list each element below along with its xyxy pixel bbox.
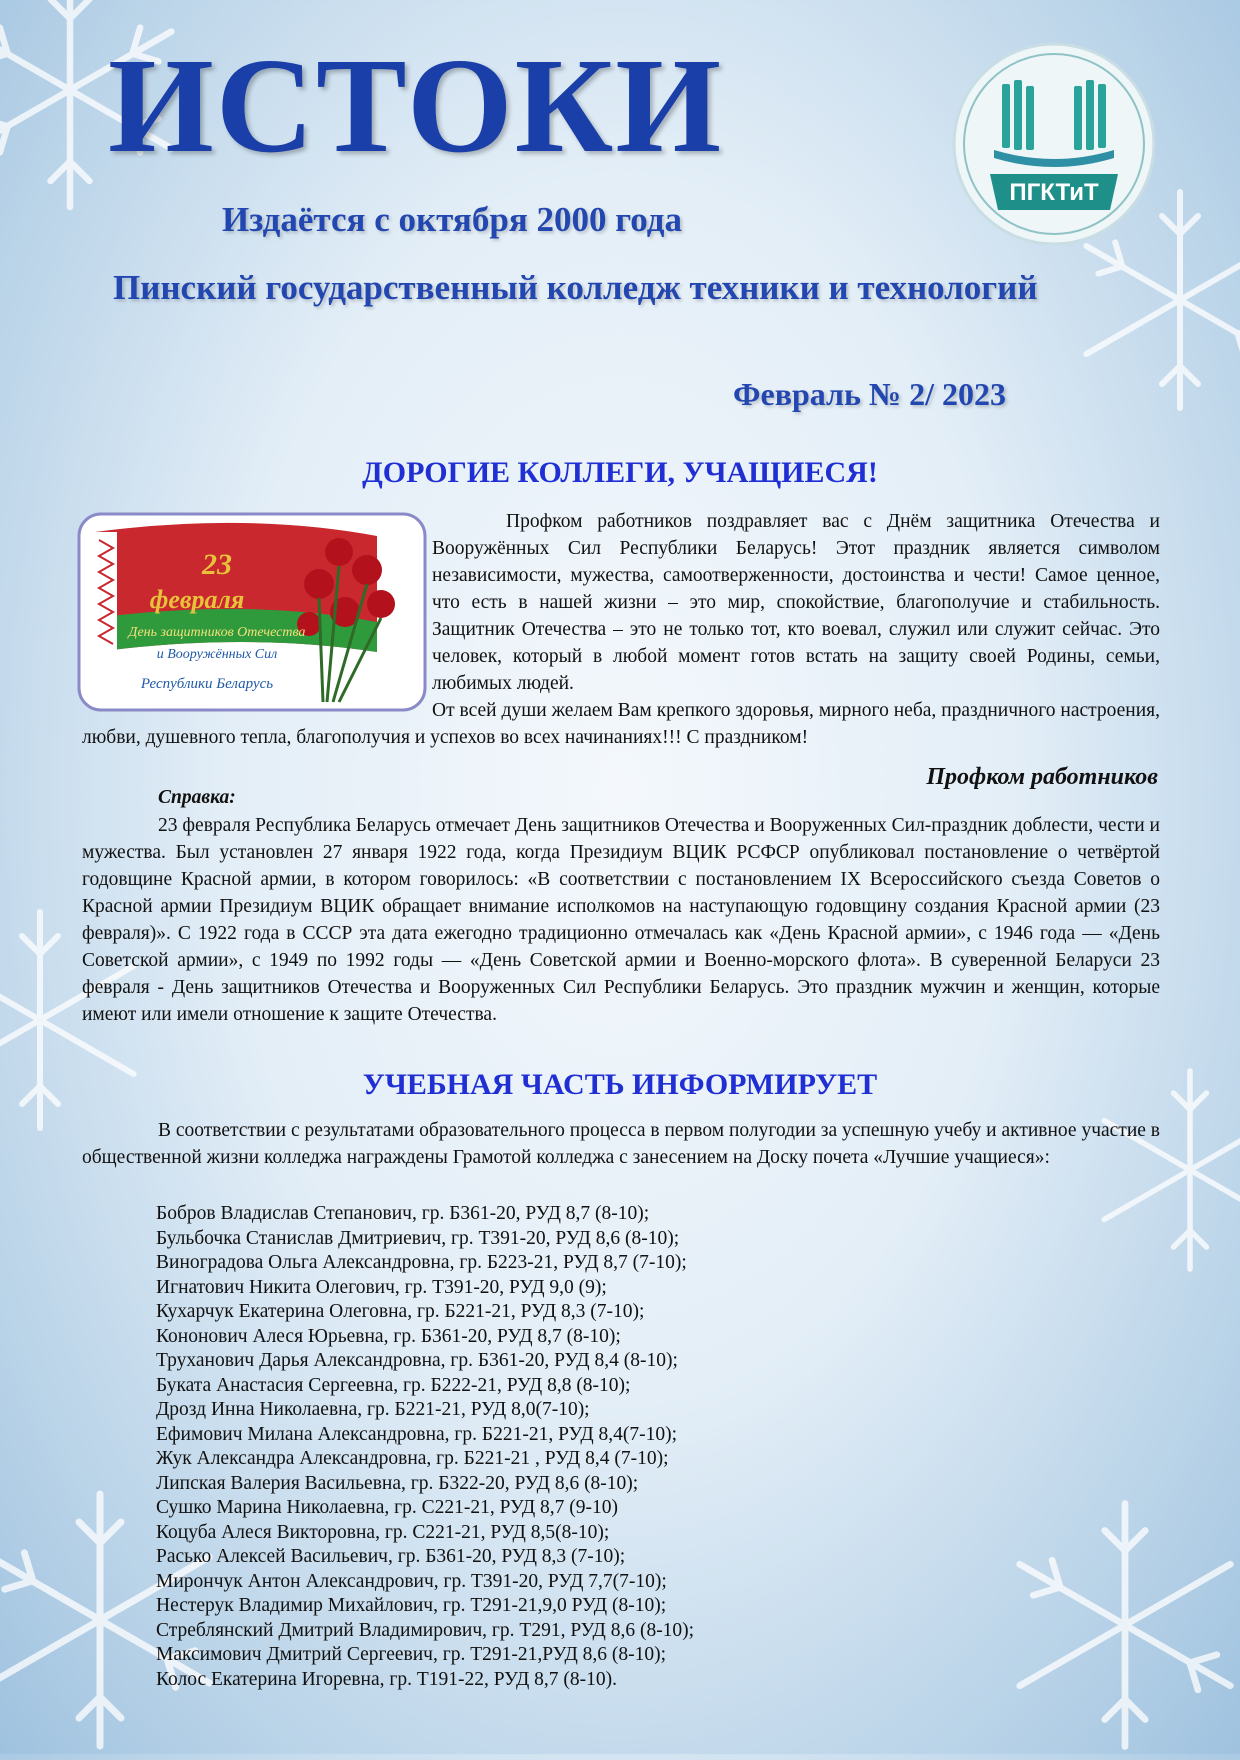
college-logo	[950, 40, 1158, 248]
greeting-signature: Профком работников	[926, 764, 1158, 790]
list-item: Коцуба Алеся Викторовна, гр. С221-21, РУД 8,5(8-10);	[156, 1521, 610, 1543]
greeting-heading: ДОРОГИЕ КОЛЛЕГИ, УЧАЩИЕСЯ!	[362, 456, 878, 489]
image-caption-line-2: и Вооружённых Сил	[156, 647, 278, 662]
newspaper-title: ИСТОКИ	[108, 31, 724, 181]
greeting-paragraph-2: От всей души желаем Вам крепкого здоровья, мирного неба, праздничного настроения, любви, душевного тепла, благополучия и успехов во всех начинаниях!!! С праздником!	[82, 700, 1160, 748]
list-item: Максимович Дмитрий Сергеевич, гр. Т291-21,РУД 8,6 (8-10);	[156, 1644, 667, 1665]
list-item: Бобров Владислав Степанович, гр. Б361-20, РУД 8,7 (8-10);	[156, 1203, 650, 1224]
reference-label: Справка:	[158, 787, 236, 808]
image-caption-line-3: Республики Беларусь	[140, 676, 274, 692]
snowflake-decoration-bottom-right	[990, 1490, 1240, 1760]
logo-text: ПГКТиТ	[1009, 179, 1099, 206]
holiday-greeting-image	[77, 512, 427, 712]
list-item: Кононович Алеся Юрьевна, гр. Б361-20, РУД 8,7 (8-10);	[156, 1325, 621, 1347]
list-item: Труханович Дарья Александровна, гр. Б361-20, РУД 8,4 (8-10);	[156, 1350, 678, 1371]
publication-since: Издаётся с октября 2000 года	[222, 200, 682, 239]
greeting-paragraph-1: Профком работников поздравляет вас с Днём защитника Отечества и Вооружённых Сил Республики Беларусь! Этот праздник является символом независимости, мужества, самоотверженности, достоинства и чести! Самое ценное, что есть в нашей жизни – это мир, спокойствие, благополучие и стабильность. Защитник Отечества – это не только тот, кто воевал, служил или служит сейчас. Это человек, который в любой момент готов встать на защиту своей Родины, семьи, любимых людей.	[432, 511, 1160, 694]
list-item: Виноградова Ольга Александровна, гр. Б223-21, РУД 8,7 (7-10);	[156, 1252, 687, 1273]
list-item: Стреблянский Дмитрий Владимирович, гр. Т291, РУД 8,6 (8-10);	[156, 1619, 695, 1641]
list-item: Колос Екатерина Игоревна, гр. Т191-22, РУД 8,7 (8-10).	[156, 1668, 618, 1690]
list-item: Игнатович Никита Олегович, гр. Т391-20, РУД 9,0 (9);	[156, 1276, 607, 1298]
list-item: Липская Валерия Васильевна, гр. Б322-20, РУД 8,6 (8-10);	[156, 1472, 639, 1494]
issue-number: Февраль № 2/ 2023	[733, 376, 1006, 412]
image-caption-line-1: День защитников Отечества	[128, 625, 306, 640]
academic-intro: В соответствии с результатами образовательного процесса в первом полугодии за успешную учебу и активное участие в общественной жизни колледжа награждены Грамотой колледжа с занесением на Доску почета «Лучшие учащиеся»:	[82, 1120, 1161, 1168]
list-item: Жук Александра Александровна, гр. Б221-21 , РУД 8,4 (7-10);	[156, 1448, 669, 1469]
list-item: Сушко Марина Николаевна, гр. С221-21, РУД 8,7 (9-10)	[156, 1497, 618, 1518]
honor-students-list	[156, 1202, 694, 1692]
list-item: Мирончук Антон Александрович, гр. Т391-20, РУД 7,7(7-10);	[156, 1570, 667, 1592]
list-item: Нестерук Владимир Михайлович, гр. Т291-21,9,0 РУД (8-10);	[156, 1595, 667, 1616]
list-item: Ефимович Милана Александровна, гр. Б221-21, РУД 8,4(7-10);	[156, 1423, 678, 1445]
list-item: Буката Анастасия Сергеевна, гр. Б222-21, РУД 8,8 (8-10);	[156, 1374, 631, 1396]
list-item: Бульбочка Станислав Дмитриевич, гр. Т391-20, РУД 8,6 (8-10);	[156, 1227, 680, 1249]
academic-heading: УЧЕБНАЯ ЧАСТЬ ИНФОРМИРУЕТ	[362, 1068, 878, 1101]
list-item: Дрозд Инна Николаевна, гр. Б221-21, РУД 8,0(7-10);	[156, 1399, 590, 1420]
list-item: Расько Алексей Васильевич, гр. Б361-20, РУД 8,3 (7-10);	[156, 1546, 626, 1567]
college-name: Пинский государственный колледж техники и технологий	[113, 268, 1038, 307]
image-date-month: февраля	[149, 585, 245, 614]
reference-text: 23 февраля Республика Беларусь отмечает День защитников Отечества и Вооруженных Сил-праздник доблести, чести и мужества. Был установлен 27 января 1922 года, когда Президиум ВЦИК РСФСР опубликовал постановление о четвёртой годовщине Красной армии, в котором говорилось: «В соответствии с постановлением IX Всероссийского съезда Советов о Красной армии Президиум ВЦИК обращает внимание исполкомов на наступающую годовщину создания Красной армии (23 февраля)». С 1922 года в СССР эта дата ежегодно традиционно отмечалась как «День Красной армии», с 1946 года — «День Советской армии», с 1949 по 1992 годы — «День Советской армии и Военно-морского флота». В суверенной Беларуси 23 февраля - День защитников Отечества и Вооруженных Сил Республики Беларусь. Это праздник мужчин и женщин, которые имеют или имели отношение к защите Отечества.	[82, 815, 1160, 1025]
list-item: Кухарчук Екатерина Олеговна, гр. Б221-21, РУД 8,3 (7-10);	[156, 1301, 645, 1322]
image-date-number: 23	[202, 548, 232, 581]
